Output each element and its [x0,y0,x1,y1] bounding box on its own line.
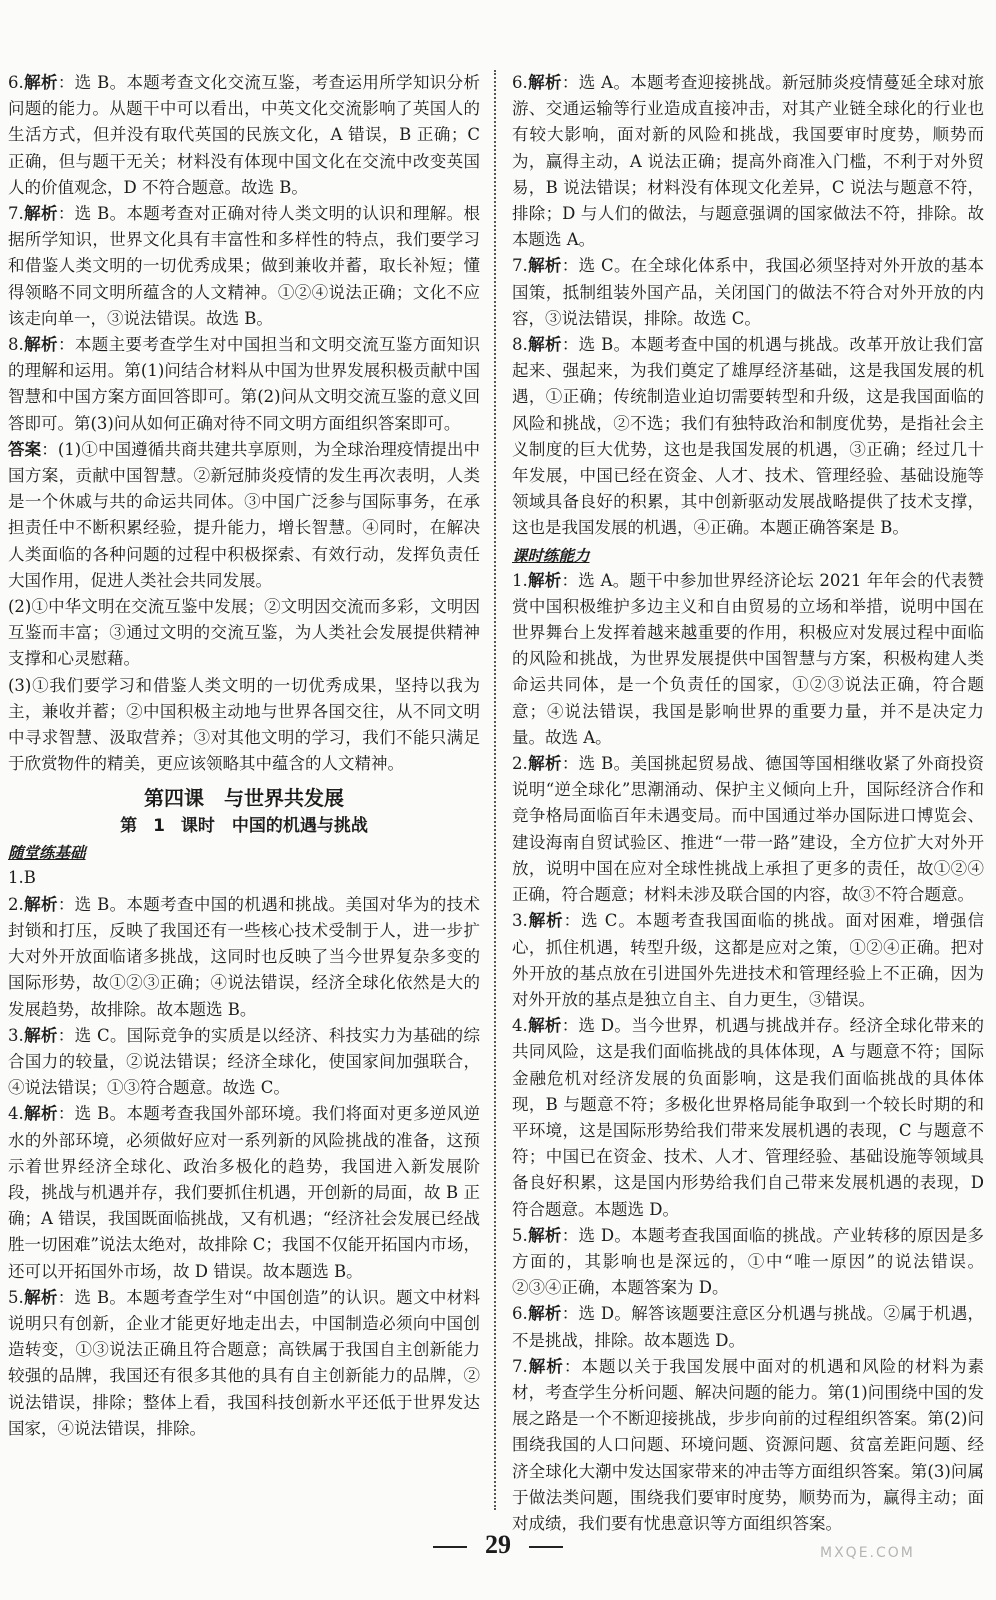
item-text: ：选 D。本题考查我国面临的挑战。产业转移的原因是多方面的，其影响也是深远的，①中“唯一原因”的说法错误。②③④正确，本题答案为 D。 [512,1225,985,1298]
left-answer-list [8,70,480,777]
answer-item [8,1023,480,1102]
answer-item [8,1101,480,1284]
answer-item [512,568,984,751]
item-text: ：本题以关于我国发展中面对的机遇和风险的材料为素材，考查学生分析问题、解决问题的能力。第(1)问围绕中国的发展之路是一个不断迎接挑战，步步向前的过程组织答案。第(2)问围绕我国的人口问题、环境问题、资源问题、贫富差距问题、经济全球化大潮中发达国家带来的冲击等方面组织答案。第(3)问属于做法类问题，围绕我们要审时度势，顺势而为，赢得主动；面对成绩，我们要有忧患意识等方面组织答案。 [512,1356,985,1533]
item-text: ：选 B。本题考查中国的机遇与挑战。改革开放让我们富起来、强起来，为我们奠定了雄厚经济基础，这是我国发展的机遇，①正确；传统制造业迫切需要转型和升级，这是我国面临的风险和挑战，②不选；我们有独特政治和制度优势，是指社会主义制度的巨大优势，这也是我国发展的机遇，③正确；经过几十年发展，中国已经在资金、人才、技术、管理经验、基础设施等领域具备良好的积累，其中创新驱动发展战略提供了技术支撑，这也是我国发展的机遇，④正确。本题正确答案是 B。 [512,335,984,538]
item-keyword: 解析 [23,73,58,92]
item-number: 7. [8,204,24,224]
item-text: (3)①我们要学习和借鉴人类文明的一切优秀成果，坚持以我为主，兼收并蓄；②中国积极主动地与世界各国交往，从不同文明中寻求智慧、汲取营养；③对其他文明的学习，我们不能只满足于欣赏物件的精美，更应该领略其中蕴含的人文精神。 [8,675,480,774]
right-column [512,70,984,1537]
item-number: 5. [8,1287,24,1307]
item-keyword: 解析 [527,1016,562,1036]
item-text: ：选 C。本题考查我国面临的挑战。面对困难，增强信心，抓住机遇，转型升级，这都是应对之策，①②④正确。把对外开放的基点放在引进国外先进技术和管理经验上不正确，因为对外开放的基点是独立自主、自力更生，③错误。 [512,911,984,1009]
item-number: 3. [512,911,528,931]
watermark-text: MXQE.COM [820,1545,915,1561]
item-text: ：选 B。本题考查中国的机遇和挑战。美国对华为的技术封锁和打压，反映了我国还有一些核心技术受制于人，进一步扩大对外开放面临诸多挑战，这同时也反映了当今世界复杂多变的国际形势，故①②③正确；④说法错误，经济全球化依然是大的发展趋势，故排除。故本题选 B。 [8,894,480,1019]
answer-item [8,594,480,673]
answer-item [8,70,480,201]
item-keyword: 答案 [8,439,42,459]
item-keyword: 解析 [23,1025,58,1045]
answer-item [512,1013,984,1223]
item-number: 6. [512,1304,528,1324]
answer-item [512,1223,984,1302]
item-text: ：本题主要考查学生对中国担当和文明交流互鉴方面知识的理解和运用。第(1)问结合材料从中国为世界发展积极贡献中国智慧和中国方案方面回答即可。第(2)问从文明交流互鉴的意义回答即可。第(3)问从如何正确对待不同文明方面组织答案即可。 [8,335,481,433]
item-text: ：选 A。题干中参加世界经济论坛 2021 年年会的代表赞赏中国积极维护多边主义和自由贸易的立场和举措，说明中国在世界舞台上发挥着越来越重要的作用，积极应对发展过程中面临的风险和挑战，为世界发展提供中国智慧与方案，积极构建人类命运共同体，是一个负责任的国家，①②③说法正确，符合题意；④说法错误，我国是影响世界的重要力量，并不是决定力量。故选 A。 [512,570,984,747]
item-keyword: 解析 [527,1225,562,1245]
item-text: ：选 A。本题考查迎接挑战。新冠肺炎疫情蔓延全球对旅游、交通运输等行业造成直接冲击，对其产业链全球化的行业也有较大影响，面对新的风险和挑战，我国要审时度势，顺势而为，赢得主动，A 说法正确；提高外商准入门槛，不利于对外贸易，B 说法错误；材料没有体现文化差异，C 说法与题意不符，排除；D 与人们的做法，与题意强调的国家做法不符，排除。故本题选 A。 [512,73,985,250]
item-text: ：选 B。本题考查文化交流互鉴，考查运用所学知识分析问题的能力。从题干中可以看出，中英文化交流影响了英国人的生活方式，但并没有取代英国的民族文化，A 错误，B 正确；C 正确，但与题干无关；材料没有体现中国文化在交流中改变英国人的价值观念，D 不符合题意。故选 B。 [8,73,480,197]
answer-item [512,908,984,1013]
item-keyword: 解析 [23,335,58,355]
item-text: ：选 B。本题考查我国外部环境。我们将面对更多逆风逆水的外部环境，必须做好应对一系列新的风险挑战的准备，这预示着世界经济全球化、政治多极化的趋势，我国进入新发展阶段，挑战与机遇并存，我们要抓住机遇，开创新的局面，故 B 正确；A 错误，我国既面临挑战，又有机遇；“经济社会发展已经战胜一切困难”说法太绝对，故排除 C；我国不仅能开拓国内市场，还可以开拓国外市场，故 D 错误。故本题选 B。 [8,1104,480,1281]
page-dash-left [433,1546,467,1548]
answer-item [8,332,480,437]
item-number: 8. [512,335,528,355]
item-keyword: 解析 [527,1304,562,1324]
page-number-text: 29 [485,1530,511,1559]
answer-item [8,673,480,778]
item-keyword: 解析 [23,894,58,914]
answer-item [512,253,984,332]
item-keyword: 解析 [23,204,58,224]
item-number: 3. [8,1025,24,1045]
item-keyword: 解析 [23,1287,58,1307]
item-text: ：选 D。当今世界，机遇与挑战并存。经济全球化带来的共同风险，这是我们面临挑战的具体体现，A 与题意不符；国际金融危机对经济发展的负面影响，这是我们面临挑战的具体体现，B 与题意不符；多极化世界格局能争取到一个较长时期的和平环境，这是国际形势给我们带来发展机遇的表现，C 与题意不符；中国已在资金、技术、人才、管理经验、基础设施等领域具备良好积累，这是国内形势给我们自己带来发展机遇的表现，D 符合题意。本题选 D。 [512,1016,985,1219]
item-number: 4. [8,1104,24,1124]
item-keyword: 解析 [527,1356,564,1376]
left-answer-list-2 [8,865,480,1441]
item-text: ：选 D。解答该题要注意区分机遇与挑战。②属于机遇，不是挑战，排除。故本题选 D。 [512,1304,985,1350]
item-text: ：选 B。本题考查对正确对待人类文明的认识和理解。根据所学知识，世界文化具有丰富性和多样性的特点，我们要学习和借鉴人类文明的一切优秀成果；做到兼收并蓄，取长补短；懂得领略不同文明所蕴含的人文精神。①②④说法正确；文化不应该走向单一，③说法错误。故选 B。 [8,204,480,328]
item-number: 1. [512,570,528,590]
item-number: 6. [8,73,24,92]
item-number: 7. [512,1356,528,1376]
answer-item [512,332,984,542]
item-number: 1. [8,868,24,888]
answer-item [8,865,480,891]
answer-item [8,892,480,1023]
item-text: ：(1)①中国遵循共商共建共享原则，为全球治理疫情提出中国方案，贡献中国智慧。②新冠肺炎疫情的发生再次表明，人类是一个休戚与共的命运共同体。③中国广泛参与国际事务，在承担责任中不断积累经验，提升能力，增长智慧。④同时，在解决人类面临的各种问题的过程中积极探索、有效行动，发挥负责任大国作用，促进人类社会共同发展。 [8,439,481,590]
answer-item [512,1301,984,1353]
item-keyword: 解析 [527,911,564,931]
item-number: 5. [512,1225,528,1245]
item-keyword: 解析 [527,754,562,774]
item-text: ：选 C。在全球化体系中，我国必须坚持对外开放的基本国策，抵制组装外国产品，关闭国门的做法不符合对外开放的内容，③说法错误，排除。故选 C。 [512,256,985,328]
answer-item [512,70,984,253]
column-divider [494,70,496,1510]
page-dash-right [529,1546,563,1548]
item-number: 2. [512,754,528,774]
item-text: ：选 B。美国挑起贸易战、德国等国相继收紧了外商投资说明“逆全球化”思潮涌动、保护主义倾向上升，国际经济合作和竞争格局面临百年未遇变局。而中国通过举办国际进口博览会、建设海南自贸试验区、推进“一带一路”建设，全方位扩大对外开放，说明中国在应对全球性挑战上承担了更多的责任，故①②④正确，符合题意；材料未涉及联合国的内容，故③不符合题意。 [512,754,984,905]
answer-item [8,437,480,594]
answer-item [512,1354,984,1537]
item-keyword: 解析 [23,1104,58,1124]
item-text: ：选 C。国际竞争的实质是以经济、科技实力为基础的综合国力的较量，②说法错误；经济全球化，使国家间加强联合，④说法错误；①③符合题意。故选 C。 [8,1025,481,1098]
item-keyword: 解析 [527,73,562,92]
item-number: 4. [512,1016,528,1036]
item-number: 6. [512,73,528,92]
answer-item [512,751,984,908]
right-answer-list-2 [512,568,984,1538]
answer-item [8,201,480,332]
item-number: 2. [8,894,24,914]
item-number: 7. [512,256,528,276]
lesson-subtitle: 第 1 课时 中国的机遇与挑战 [120,816,368,837]
item-keyword: 解析 [527,256,562,276]
item-text: (2)①中华文明在交流互鉴中发展；②文明因交流而多彩，文明因互鉴而丰富；③通过文明的交流互鉴，为人类社会发展提供精神支撑和心灵慰藉。 [8,597,480,669]
left-column [8,70,480,1442]
item-text: ：选 B。本题考查学生对“中国创造”的认识。题文中材料说明只有创新，企业才能更好地走出去，中国制造必须向中国创造转变，①③说法正确且符合题意；高铁属于我国自主创新能力较强的品牌，我国还有很多其他的具有自主创新能力的品牌，②说法错误，排除；整体上看，我国科技创新水平还低于世界发达国家，④说法错误，排除。 [8,1287,480,1438]
right-answer-list [512,70,984,542]
item-number: 8. [8,335,24,355]
lesson-title: 第四课 与世界共发展 [144,786,344,811]
item-keyword: 解析 [527,335,562,355]
section-label-practice-basic: 随堂练基础 [8,844,86,863]
item-text: B [23,868,36,888]
item-keyword: 解析 [527,570,562,590]
answer-item [8,1285,480,1442]
section-label-practice-ability: 课时练能力 [512,546,590,565]
